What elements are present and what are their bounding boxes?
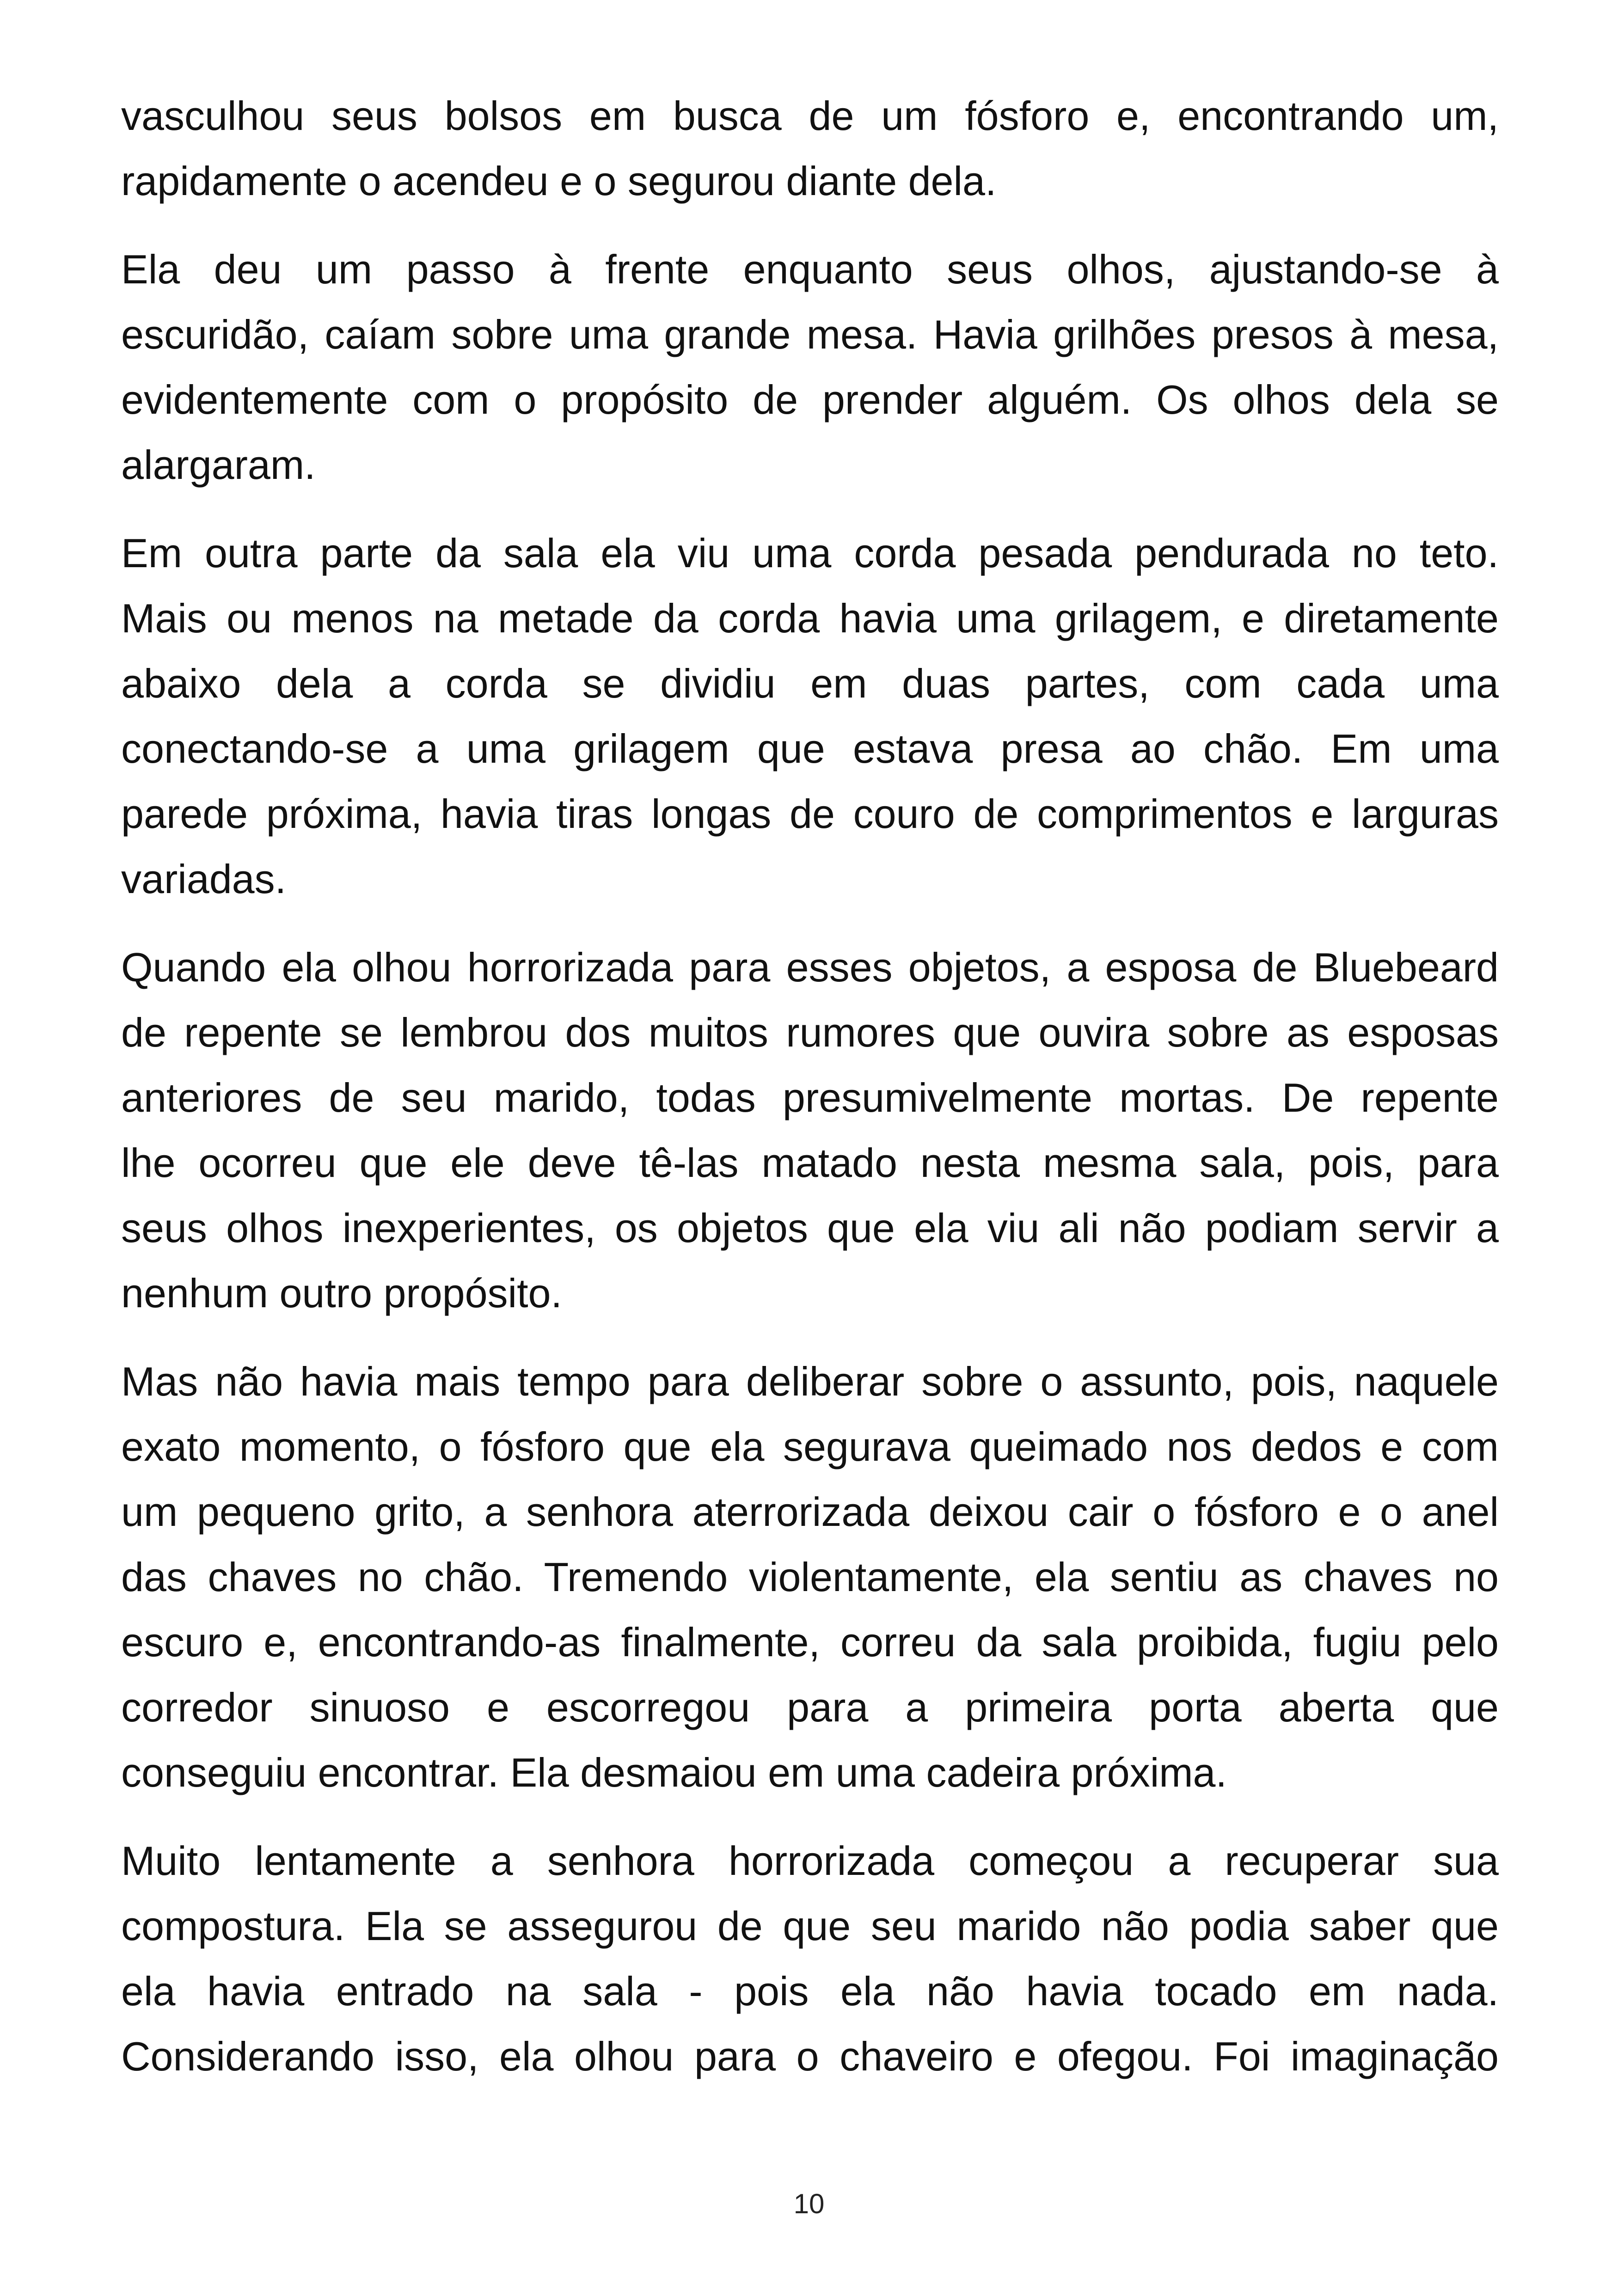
page-number: 10 bbox=[793, 2188, 825, 2219]
text-line: Mas não havia mais tempo para deliberar sobre o assunto, pois, naquele bbox=[121, 1359, 1499, 1404]
text-line: anteriores de seu marido, todas presumivelmente mortas. De repente bbox=[121, 1075, 1499, 1120]
text-line: compostura. Ela se assegurou de que seu marido não podia saber que bbox=[121, 1903, 1499, 1949]
text-line: Muito lentamente a senhora horrorizada começou a recuperar sua bbox=[121, 1838, 1499, 1884]
text-line: parede próxima, havia tiras longas de couro de comprimentos e larguras bbox=[121, 791, 1499, 837]
text-line: Em outra parte da sala ela viu uma corda pesada pendurada no teto. bbox=[121, 530, 1499, 576]
text-line: exato momento, o fósforo que ela segurava queimado nos dedos e com bbox=[121, 1424, 1499, 1469]
text-line: de repente se lembrou dos muitos rumores que ouvira sobre as esposas bbox=[121, 1010, 1499, 1055]
paragraph-5 bbox=[121, 1349, 1499, 1805]
text-line: lhe ocorreu que ele deve tê-las matado nesta mesma sala, pois, para bbox=[121, 1140, 1499, 1186]
text-line: corredor sinuoso e escorregou para a primeira porta aberta que bbox=[121, 1684, 1499, 1730]
paragraph-4 bbox=[121, 935, 1499, 1326]
text-line: ela havia entrado na sala - pois ela não havia tocado em nada. bbox=[121, 1968, 1499, 2014]
text-line: um pequeno grito, a senhora aterrorizada deixou cair o fósforo e o anel bbox=[121, 1489, 1499, 1535]
text-line: Mais ou menos na metade da corda havia uma grilagem, e diretamente bbox=[121, 595, 1499, 641]
text-line: escuro e, encontrando-as finalmente, correu da sala proibida, fugiu pelo bbox=[121, 1619, 1499, 1665]
text-line: Quando ela olhou horrorizada para esses objetos, a esposa de Bluebeard bbox=[121, 944, 1499, 990]
text-line: nenhum outro propósito. bbox=[121, 1270, 562, 1316]
text-line: vasculhou seus bolsos em busca de um fósforo e, encontrando um, bbox=[121, 93, 1499, 139]
paragraph-3 bbox=[121, 520, 1499, 912]
text-line: das chaves no chão. Tremendo violentamente, ela sentiu as chaves no bbox=[121, 1554, 1499, 1600]
text-line: conseguiu encontrar. Ela desmaiou em uma cadeira próxima. bbox=[121, 1750, 1227, 1795]
text-line: alargaram. bbox=[121, 442, 316, 488]
paragraph-6 bbox=[121, 1828, 1499, 2089]
text-line: conectando-se a uma grilagem que estava presa ao chão. Em uma bbox=[121, 726, 1499, 771]
text-line: abaixo dela a corda se dividiu em duas partes, com cada uma bbox=[121, 661, 1499, 706]
text-line: Considerando isso, ela olhou para o chaveiro e ofegou. Foi imaginação bbox=[121, 2033, 1499, 2079]
text-line: escuridão, caíam sobre uma grande mesa. Havia grilhões presos à mesa, bbox=[121, 312, 1499, 357]
paragraph-1 bbox=[121, 83, 1499, 214]
text-line: evidentemente com o propósito de prender alguém. Os olhos dela se bbox=[121, 377, 1499, 422]
text-line: seus olhos inexperientes, os objetos que ela viu ali não podiam servir a bbox=[121, 1205, 1499, 1251]
text-line: rapidamente o acendeu e o segurou diante dela. bbox=[121, 158, 997, 204]
paragraph-2 bbox=[121, 237, 1499, 497]
text-line: variadas. bbox=[121, 856, 287, 902]
body-text bbox=[121, 83, 1499, 2112]
text-line: Ela deu um passo à frente enquanto seus olhos, ajustando-se à bbox=[121, 246, 1499, 292]
